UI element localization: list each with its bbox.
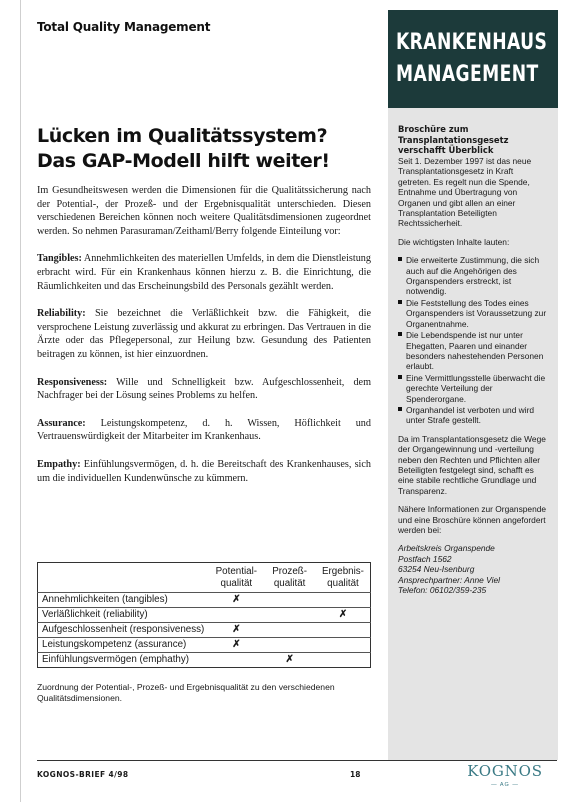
table-header-row bbox=[38, 563, 371, 593]
list-item bbox=[398, 373, 548, 404]
sidebar-box bbox=[388, 108, 558, 760]
bullet-square-icon bbox=[398, 300, 402, 304]
sidebar-body bbox=[398, 156, 548, 595]
dimension-term: Assurance: bbox=[37, 417, 86, 429]
table-cell-mark bbox=[263, 608, 316, 623]
bullet-square-icon bbox=[398, 257, 402, 261]
dimension-text: Annehmlichkeiten des materiellen Umfelds, in dem die Dienstleistung erbracht wird. Für ein Krankenhaus können hierzu z. B. die Einrichtung, die Räumlichkeiten und das Erscheinungsbild des Personals gezählt werden. bbox=[37, 253, 371, 292]
bullet-square-icon bbox=[398, 375, 402, 379]
sidebar-title: Broschüre zum Transplantationsgesetz verschafft Überblick bbox=[398, 124, 509, 155]
table-row-label: Leistungskompetenz (assurance) bbox=[38, 638, 210, 653]
kognos-logo bbox=[462, 760, 548, 796]
table-header-result: Ergebnis- qualität bbox=[322, 566, 364, 589]
table-cell-mark bbox=[263, 593, 316, 608]
table-cell-mark bbox=[316, 623, 371, 638]
table-row bbox=[38, 593, 371, 608]
list-item-text: Organhandel ist verboten und wird unter Strafe gestellt. bbox=[406, 404, 535, 426]
dimension-term: Empathy: bbox=[37, 458, 81, 470]
table-cell-mark: ✗ bbox=[263, 653, 316, 668]
list-item-text: Die erweiterte Zustimmung, die sich auch auf die Angehörigen des Organspenders erstreckt, ist notwendig. bbox=[406, 255, 540, 297]
table-cell-mark: ✗ bbox=[316, 608, 371, 623]
table-caption: Zuordnung der Potential-, Prozeß- und Ergebnisqualität zu den verschiedenen Qualitätsdimensionen. bbox=[37, 682, 335, 703]
dimension-paragraph bbox=[37, 417, 371, 444]
headline-line-2: Das GAP-Modell hilft weiter! bbox=[37, 150, 330, 172]
dimension-term: Reliability: bbox=[37, 308, 86, 320]
dimension-text: Leistungskompetenz, d. h. Wissen, Höflichkeit und Vertrauenswürdigkeit der Mitarbeiter im Krankenhaus. bbox=[37, 417, 371, 443]
page-number: 18 bbox=[350, 770, 361, 779]
dimension-paragraph bbox=[37, 458, 371, 485]
table-cell-mark bbox=[209, 608, 263, 623]
logo-wordmark: KOGNOS bbox=[467, 762, 543, 780]
sidebar-bullet-list bbox=[398, 255, 548, 426]
list-item-text: Die Lebendspende ist nur unter Ehegatten, Paaren und einander besonders nahestehenden Personen erlaubt. bbox=[406, 330, 544, 372]
sidebar-paragraph: Seit 1. Dezember 1997 ist das neue Transplantationsgesetz in Kraft getreten. Es regelt nun die Spende, Entnahme und Übertragung von Organen und gibt allen an einer Transplantation Beteiligten Rechtssicherheit. bbox=[398, 156, 532, 229]
list-item-text: Die Feststellung des Todes eines Organspenders ist Voraussetzung zur Organentnahme. bbox=[406, 297, 547, 329]
masthead bbox=[388, 10, 558, 108]
quality-dimension-table bbox=[37, 562, 371, 668]
dimension-text: Sie bezeichnet die Verläßlichkeit bzw. die Fähigkeit, die versprochene Leistung zuverlässig und akkurat zu erbringen. Das Vertrauen in die Ärzte oder das Pflegepersonal, zur Heilung bzw. Gesundung des Patienten beitragen zu können, ist hier einzuordnen. bbox=[37, 308, 371, 360]
contact-line: Postfach 1562 bbox=[398, 553, 452, 564]
contact-line: Telefon: 06102/359-235 bbox=[398, 585, 487, 596]
table-header-process: Prozeß- qualität bbox=[272, 566, 308, 589]
table-header-empty bbox=[38, 563, 210, 593]
dimension-term: Responsiveness: bbox=[37, 376, 108, 388]
table-row-label: Einfühlungsvermögen (emphathy) bbox=[38, 653, 210, 668]
logo-subline: — AG — bbox=[491, 782, 519, 788]
contact-block bbox=[398, 543, 548, 595]
contact-line: Ansprechpartner: Anne Viel bbox=[398, 574, 500, 585]
footer-publication: KOGNOS-BRIEF 4/98 bbox=[37, 770, 129, 779]
dimension-text: Wille und Schnelligkeit bzw. Aufgeschlossenheit, dem Nachfrager bei der Lösung seines Problems zu helfen. bbox=[37, 376, 371, 402]
table-row bbox=[38, 653, 371, 668]
table-cell-mark bbox=[263, 638, 316, 653]
table-cell-mark: ✗ bbox=[209, 623, 263, 638]
sidebar-paragraph: Nähere Informationen zur Organspende und eine Broschüre können angefordert werden bei: bbox=[398, 504, 547, 535]
article-headline bbox=[37, 124, 367, 174]
masthead-line-2: MANAGEMENT bbox=[396, 62, 539, 87]
contact-line: 63254 Neu-Isenburg bbox=[398, 564, 475, 575]
table-cell-mark: ✗ bbox=[209, 638, 263, 653]
bullet-square-icon bbox=[398, 332, 402, 336]
section-heading: Total Quality Management bbox=[37, 20, 211, 34]
list-item bbox=[398, 255, 548, 297]
article-body bbox=[37, 184, 371, 499]
masthead-line-1: KRANKENHAUS bbox=[396, 30, 548, 55]
table-cell-mark bbox=[316, 638, 371, 653]
dimension-paragraph bbox=[37, 307, 371, 361]
bullet-square-icon bbox=[398, 407, 402, 411]
table-row-label: Verläßlichkeit (reliability) bbox=[38, 608, 210, 623]
headline-line-1: Lücken im Qualitätssystem? bbox=[37, 125, 328, 147]
table-cell-mark bbox=[209, 653, 263, 668]
list-item bbox=[398, 330, 548, 372]
table-row-label: Aufgeschlossenheit (responsiveness) bbox=[38, 623, 210, 638]
table-row bbox=[38, 608, 371, 623]
list-item-text: Eine Vermittlungsstelle überwacht die gerechte Verteilung der Spenderorgane. bbox=[406, 372, 546, 404]
table-cell-mark bbox=[316, 653, 371, 668]
contact-line: Arbeitskreis Organspende bbox=[398, 543, 495, 554]
dimension-paragraph bbox=[37, 376, 371, 403]
table-cell-mark: ✗ bbox=[209, 593, 263, 608]
table-cell-mark bbox=[263, 623, 316, 638]
table-row-label: Annehmlichkeiten (tangibles) bbox=[38, 593, 210, 608]
sidebar-paragraph: Da im Transplantationsgesetz die Wege der Organgewinnung und -verteilung neben den Rechten und Pflichten aller Beteiligten festgelegt sind, schafft es eine stabile rechtliche Grundlage und Transparenz. bbox=[398, 433, 546, 496]
list-item bbox=[398, 298, 548, 329]
dimension-paragraph bbox=[37, 252, 371, 293]
table-row bbox=[38, 623, 371, 638]
table-header-potential: Potential- qualität bbox=[215, 566, 258, 589]
dimension-text: Einfühlungsvermögen, d. h. die Bereitschaft des Krankenhauses, sich um die individuellen Kundenwünsche zu kümmern. bbox=[37, 458, 371, 484]
dimension-term: Tangibles: bbox=[37, 253, 82, 265]
list-item bbox=[398, 405, 548, 426]
sidebar-paragraph: Die wichtigsten Inhalte lauten: bbox=[398, 236, 510, 247]
intro-paragraph: Im Gesundheitswesen werden die Dimensionen für die Qualitätssicherung nach der Potential-, der Prozeß- und der Ergebnisqualität unterschieden. Diesen verschiedenen Bereichen können noch weitere Qualitätsdimensionen zugeordnet werden. So nehmen Parasuraman/Zeithaml/Berry folgende Einteilung vor: bbox=[37, 185, 371, 237]
table-cell-mark bbox=[316, 593, 371, 608]
table-row bbox=[38, 638, 371, 653]
